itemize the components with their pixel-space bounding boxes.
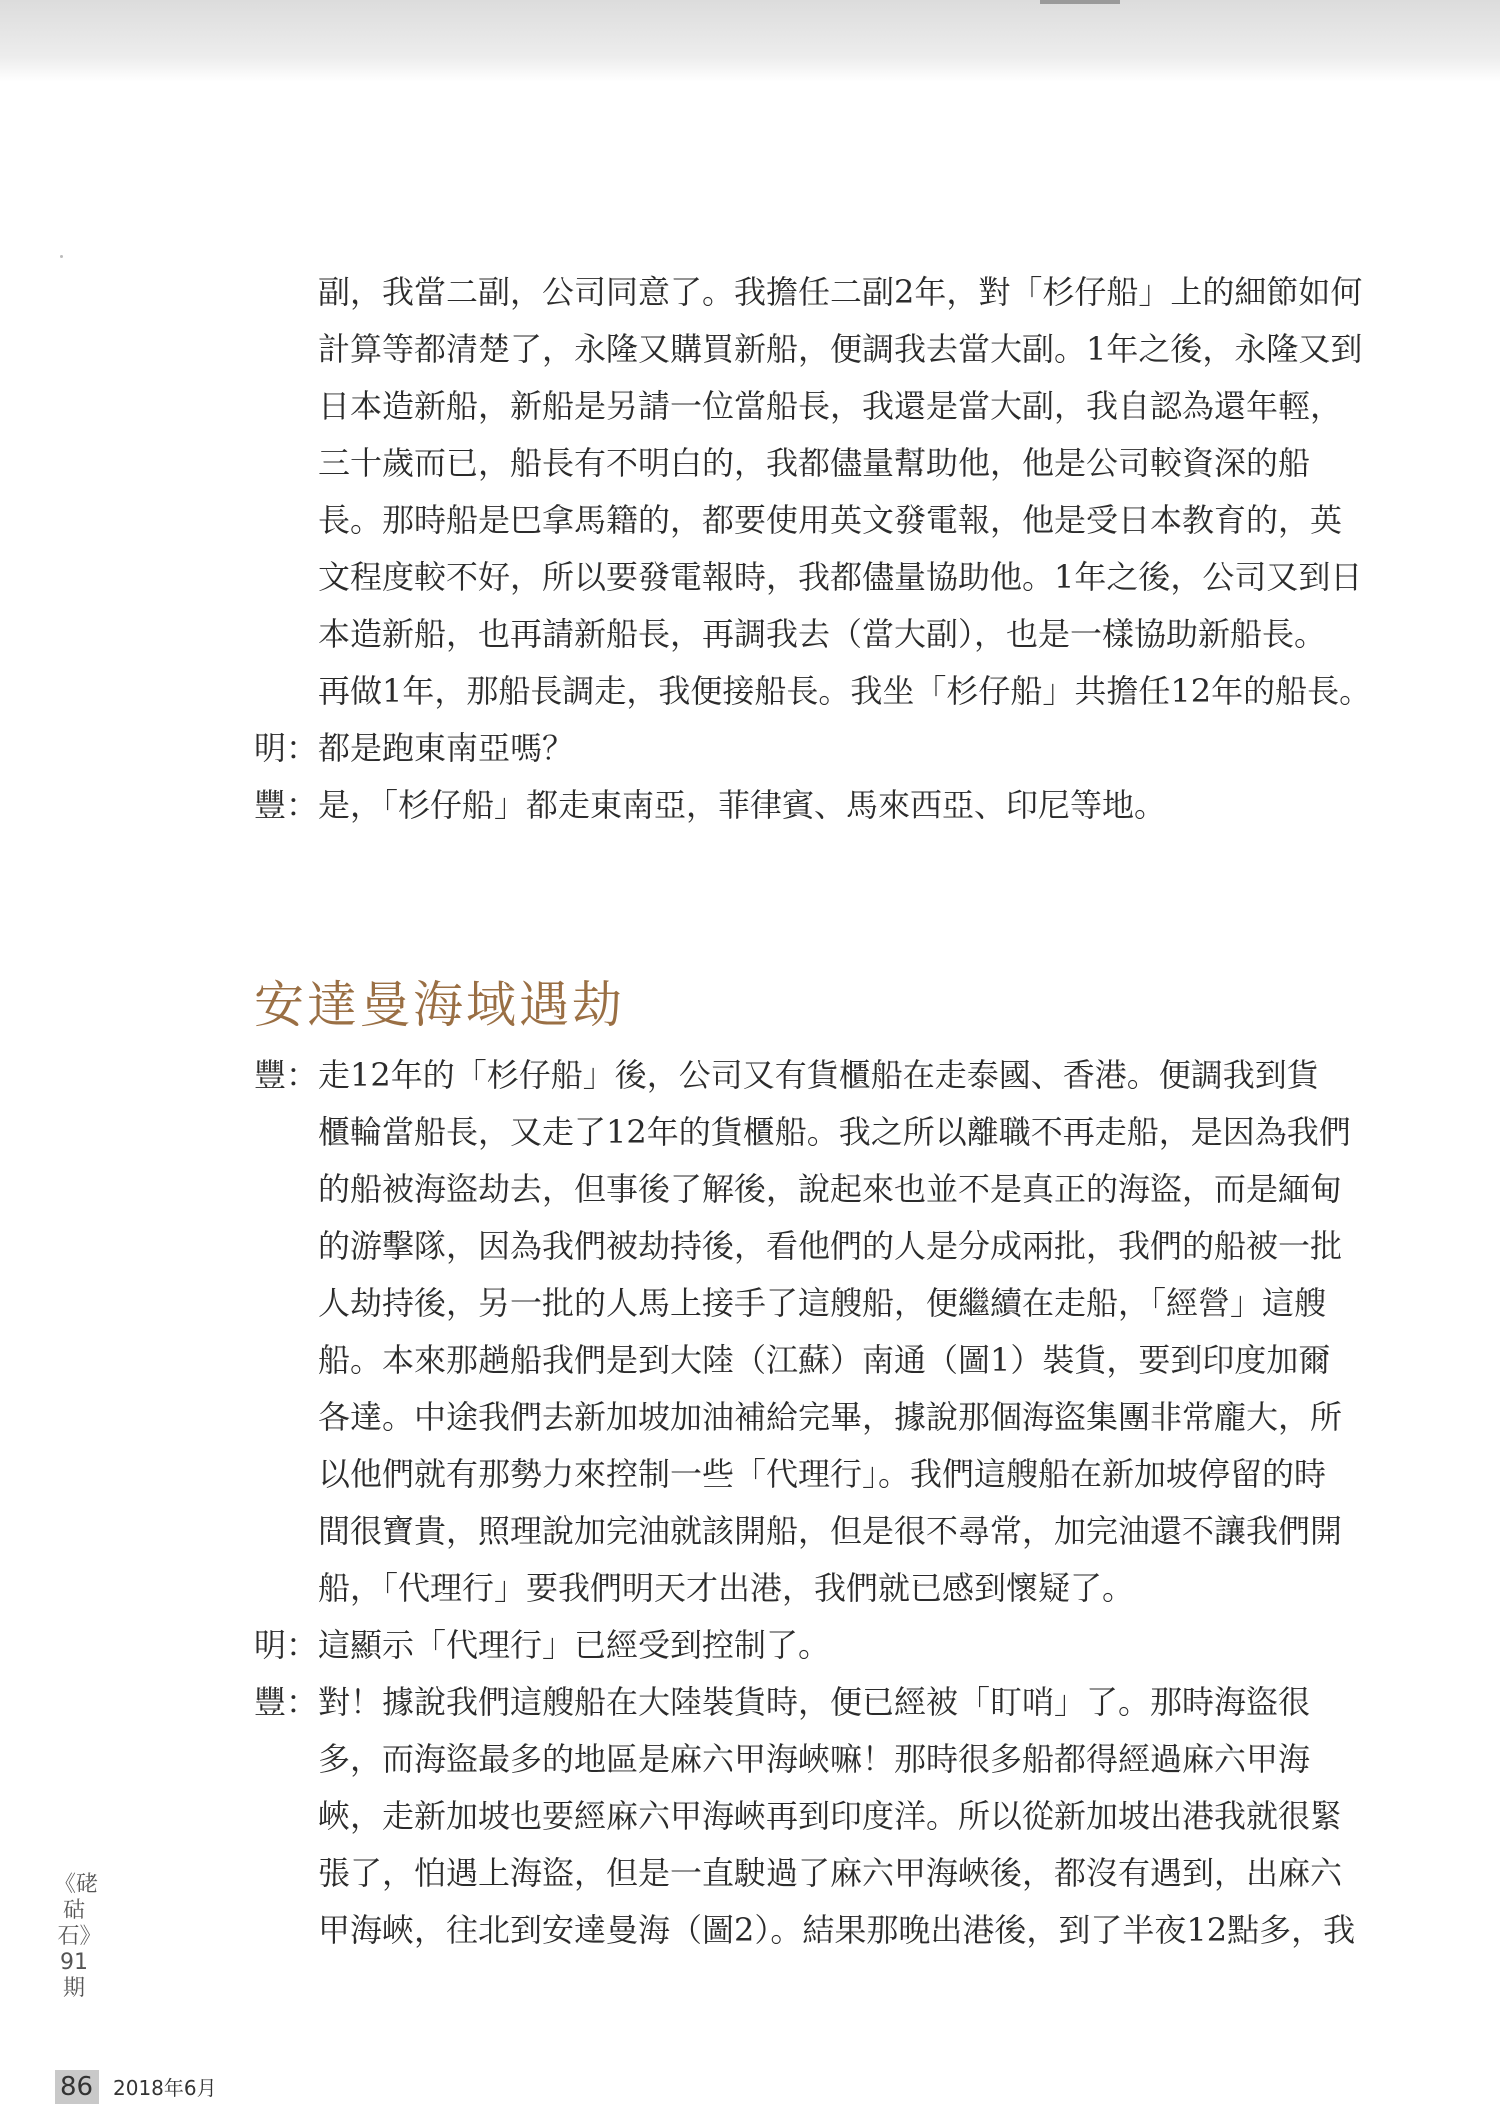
scan-top-mark [1040, 0, 1120, 4]
scan-speck [60, 255, 63, 258]
scan-top-shadow [0, 0, 1500, 82]
page-number: 86 [60, 2072, 94, 2102]
speaker-label: 豐： [254, 1056, 319, 1094]
speaker-label: 豐： [254, 1683, 319, 1721]
issue-date: 2018年6月 [113, 2076, 217, 2100]
magazine-title-vertical: 《硓𥑮石》91期 [54, 1872, 99, 2001]
speaker-label: 明： [254, 729, 319, 767]
section-heading: 安達曼海域遇劫 [254, 976, 625, 1034]
speaker-label: 明： [254, 1626, 319, 1664]
page-folio [55, 2070, 217, 2104]
speaker-label: 豐： [254, 786, 319, 824]
